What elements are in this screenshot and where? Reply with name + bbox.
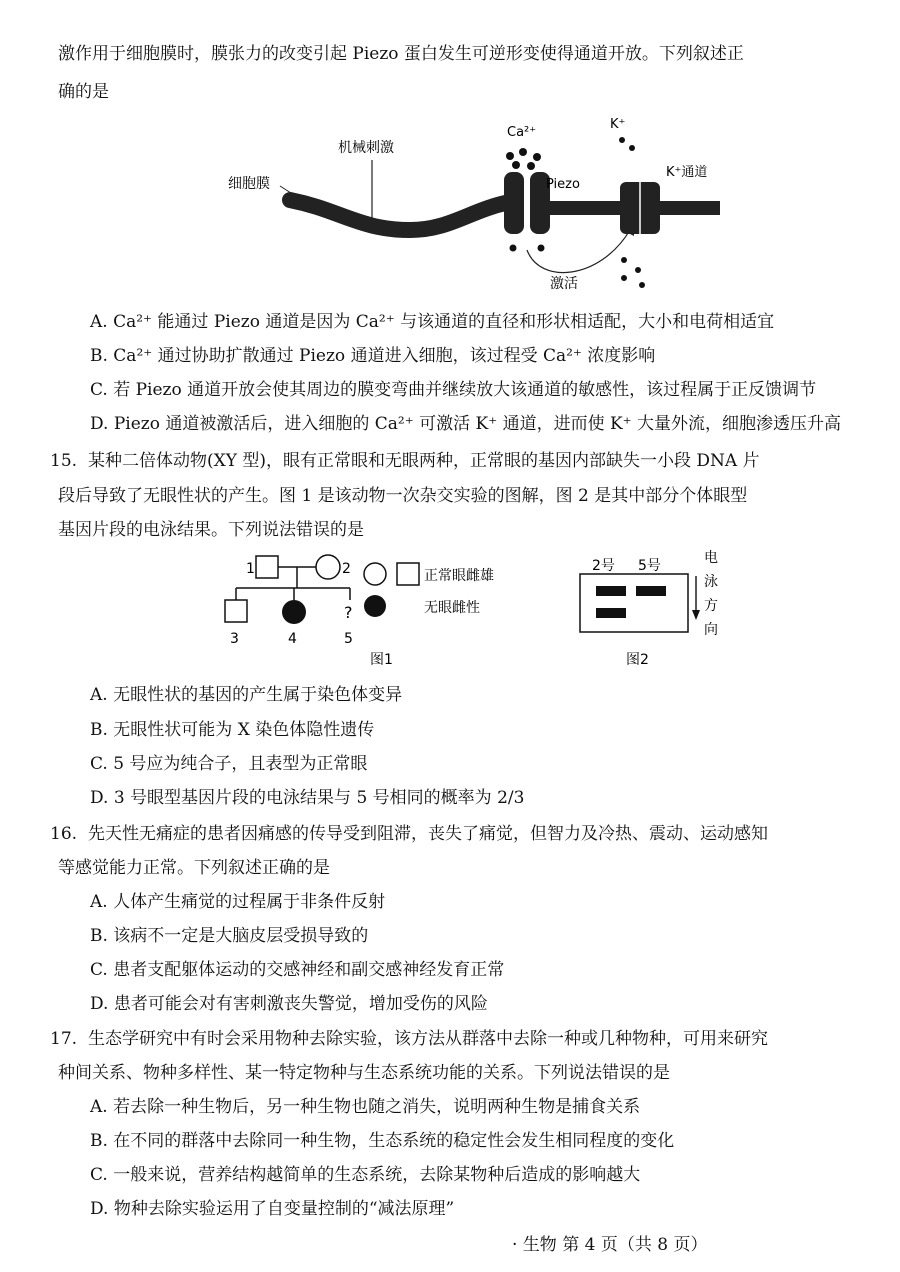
electrophoresis-figure-2 (570, 548, 750, 670)
q15-stem-line-2: 段后导致了无眼性状的产生。图 1 是该动物一次杂交实验的图解，图 2 是其中部分个体眼型 (58, 486, 748, 506)
figure-1-caption: 图1 (370, 652, 393, 668)
lane-2-band-lower (596, 608, 626, 618)
direction-char-3: 方 (704, 598, 718, 614)
figure-2-caption: 图2 (626, 652, 649, 668)
individual-5-unknown: ? (344, 603, 353, 622)
membrane-label: 细胞膜 (228, 176, 270, 192)
q16-option-d: D. 患者可能会对有害刺激丧失警觉，增加受伤的风险 (90, 994, 488, 1014)
piezo-label: Piezo (546, 177, 580, 192)
q15-stem-line-1: 某种二倍体动物(XY 型)，眼有正常眼和无眼两种，正常眼的基因内部缺失一小段 DNA 片 (88, 451, 760, 471)
cell-membrane-left (290, 200, 510, 230)
q16-number: 16. (50, 824, 78, 844)
individual-1-male-normal (256, 556, 278, 578)
gel-frame (580, 574, 688, 632)
q14-membrane-figure (220, 110, 740, 300)
pedigree-number-5: 5 (344, 631, 353, 647)
q16-option-a: A. 人体产生痛觉的过程属于非条件反射 (90, 892, 386, 912)
individual-3-male-normal (225, 600, 247, 622)
page-footer: · 生物 第 4 页（共 8 页） (512, 1235, 708, 1255)
lane-2-label: 2号 (592, 558, 615, 574)
direction-arrow (692, 610, 700, 620)
pedigree-number-1: 1 (246, 561, 255, 577)
direction-char-2: 泳 (704, 574, 718, 590)
q17-option-c: C. 一般来说，营养结构越简单的生态系统，去除某物种后造成的影响越大 (90, 1165, 641, 1185)
q15-option-c: C. 5 号应为纯合子，且表型为正常眼 (90, 754, 368, 774)
q15-option-b: B. 无眼性状可能为 X 染色体隐性遗传 (90, 720, 375, 740)
q14-option-b: B. Ca²⁺ 通过协助扩散通过 Piezo 通道进入细胞，该过程受 Ca²⁺ 浓度影响 (90, 346, 656, 366)
lane-5-band (636, 586, 666, 596)
stimulus-label: 机械刺激 (338, 140, 394, 156)
q15-option-d: D. 3 号眼型基因片段的电泳结果与 5 号相同的概率为 2/3 (90, 788, 525, 808)
k-ions-outside (619, 137, 635, 151)
lane-5-label: 5号 (638, 558, 661, 574)
q17-number: 17. (50, 1029, 78, 1049)
legend-eyeless-label: 无眼雌性 (424, 600, 480, 616)
q16-stem-line-2: 等感觉能力正常。下列叙述正确的是 (58, 858, 330, 878)
q17-option-a: A. 若去除一种生物后，另一种生物也随之消失，说明两种生物是捕食关系 (90, 1097, 641, 1117)
q17-option-d: D. 物种去除实验运用了自变量控制的“减法原理” (90, 1199, 455, 1219)
pedigree-figure-1 (220, 548, 520, 670)
legend-eyeless-female-symbol (364, 595, 386, 617)
lane-2-band-upper (596, 586, 626, 596)
q14-option-d: D. Piezo 通道被激活后，进入细胞的 Ca²⁺ 可激活 K⁺ 通道，进而使 K⁺ 大量外流，细胞渗透压升高 (90, 414, 842, 434)
q15-number: 15. (50, 451, 78, 471)
q17-stem-line-1: 生态学研究中有时会采用物种去除实验，该方法从群落中去除一种或几种物种，可用来研究 (88, 1029, 768, 1049)
q14-option-a: A. Ca²⁺ 能通过 Piezo 通道是因为 Ca²⁺ 与该通道的直径和形状相适配，大小和电荷相适宜 (90, 312, 775, 332)
legend-normal-female-symbol (364, 563, 386, 585)
individual-2-female-normal (316, 555, 340, 579)
q14-stem-line-2: 确的是 (58, 82, 109, 102)
legend-normal-label: 正常眼雌雄 (424, 568, 494, 584)
piezo-left-subunit (504, 172, 524, 234)
activate-label: 激活 (550, 276, 578, 292)
q16-stem-line-1: 先天性无痛症的患者因痛感的传导受到阻滞，丧失了痛觉，但智力及冷热、震动、运动感知 (88, 824, 768, 844)
ca-ions-outside (506, 148, 541, 170)
q15-stem-line-3: 基因片段的电泳结果。下列说法错误的是 (58, 520, 364, 540)
q16-option-c: C. 患者支配躯体运动的交感神经和副交感神经发育正常 (90, 960, 505, 980)
legend-normal-male-symbol (397, 563, 419, 585)
k-ions-inside (621, 257, 645, 288)
direction-char-1: 电 (704, 550, 718, 566)
ca-label: Ca²⁺ (507, 125, 537, 140)
q17-stem-line-2: 种间关系、物种多样性、某一特定物种与生态系统功能的关系。下列说法错误的是 (58, 1063, 670, 1083)
q14-stem-line-1: 激作用于细胞膜时，膜张力的改变引起 Piezo 蛋白发生可逆形变使得通道开放。下列叙述正 (58, 44, 744, 64)
individual-4-female-eyeless (282, 600, 306, 624)
direction-char-4: 向 (704, 622, 718, 638)
q14-option-c: C. 若 Piezo 通道开放会使其周边的膜变弯曲并继续放大该通道的敏感性，该过程属于正反馈调节 (90, 380, 817, 400)
pedigree-number-4: 4 (288, 631, 297, 647)
k-label: K⁺ (610, 117, 626, 132)
pedigree-number-2: 2 (342, 561, 351, 577)
q16-option-b: B. 该病不一定是大脑皮层受损导致的 (90, 926, 369, 946)
q15-option-a: A. 无眼性状的基因的产生属于染色体变异 (90, 685, 403, 705)
pedigree-number-3: 3 (230, 631, 239, 647)
k-channel-label: K⁺通道 (666, 165, 708, 180)
q17-option-b: B. 在不同的群落中去除同一种生物，生态系统的稳定性会发生相同程度的变化 (90, 1131, 675, 1151)
